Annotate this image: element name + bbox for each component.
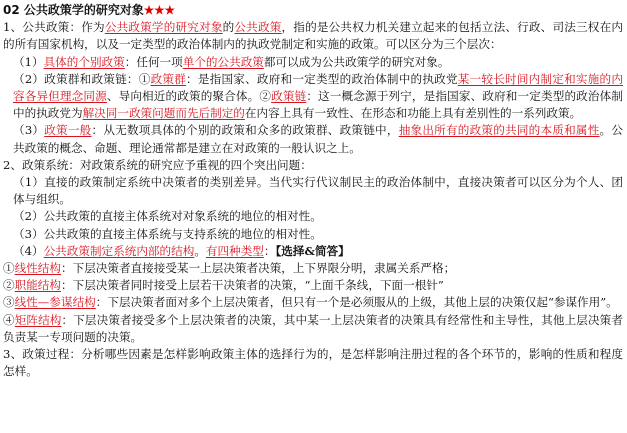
policy-system-item-1: （1）直接的政策制定系统中决策者的类别差异。当代实行代议制民主的政治体制中，直接决策者可以区分为个人、团体与组织。 <box>13 175 623 207</box>
text-run: ：下层决策者面对多个上层决策者，但只有一个是必须服从的上级，其他上层的决策仅起“参谋作用”。 <box>95 295 618 310</box>
document-body <box>3 2 623 380</box>
text-run: 、导向相近的政策的聚合体。② <box>106 89 272 104</box>
text-run: ：是指国家、政府和一定类型的政治体制中的执政党 <box>186 71 458 86</box>
importance-stars: ★★★ <box>143 3 176 17</box>
page-title: 02 公共政策学的研究对象 <box>3 3 144 17</box>
text-run: ：这一概念源于列宁，是指国家、政府和一定类型的政治体制中的执政党为 <box>13 89 623 121</box>
highlight-term: 公共政策学的研究对象 <box>104 20 223 35</box>
highlight-term: 具体的个别政策 <box>43 54 125 69</box>
policy-system-item-4 <box>3 243 623 260</box>
policy-system-item-2: （2）公共政策的直接主体系统对对象系统的地位的相对性。 <box>13 209 322 224</box>
structure-matrix <box>3 312 623 346</box>
section-title <box>3 2 623 19</box>
text-run: （1） <box>13 54 44 69</box>
level-2-item <box>3 71 623 123</box>
text-run: 都可以成为公共政策学的研究对象。 <box>263 54 450 69</box>
text-run: 1、公共政策：作为 <box>3 20 105 35</box>
highlight-term: 政策链 <box>271 89 307 104</box>
text-run: ③ <box>3 295 15 310</box>
highlight-term: 政策一般 <box>44 123 92 138</box>
policy-process-paragraph: 3、政策过程：分析哪些因素是怎样影响政策主体的选择行为的，是怎样影响注册过程的各个环节的，影响的性质和程度怎样。 <box>3 347 623 379</box>
text-run: 。公共政策的概念、命题、理论通常都是建立在对政策的一般认识之上。 <box>13 123 623 155</box>
structure-line-staff <box>3 294 623 311</box>
highlight-term: 公共政策 <box>234 20 282 35</box>
text-run: ：任何一项 <box>124 54 183 69</box>
text-run: ： <box>263 243 276 258</box>
level-1-item <box>3 54 623 71</box>
highlight-term: 单个的公共政策 <box>182 54 264 69</box>
text-run: 在内容上具有一致性、在形态和功能上具有差别性的一系列政策。 <box>244 106 582 121</box>
text-run: ：下层决策者直接接受某一上层决策者决策，上下界限分明，隶属关系严格； <box>61 261 456 276</box>
text-run: ，指的是公共权力机关建立起来的包括立法、行政、司法三权在内的所有国家机构，以及一定类型的政治体制内的执政党制定和实施的政策。可以区分为三个层次： <box>3 20 623 52</box>
exam-tag: 【选择&简答】 <box>275 243 350 258</box>
highlight-term: 线性—参谋结构 <box>14 295 96 310</box>
level-3-item <box>3 122 623 156</box>
text-run: 的 <box>222 20 235 35</box>
text-run: （4） <box>13 243 44 258</box>
text-run: （2）政策群和政策链：① <box>13 71 151 86</box>
highlight-term: 抽象出所有的政策的共同的本质和属性 <box>398 123 600 138</box>
public-policy-definition <box>3 19 623 53</box>
highlight-term: 解决同一政策问题而先后制定的 <box>82 106 245 121</box>
text-run: ：下层决策者同时接受上层若干决策者的决策，“上面千条线，下面一根针” <box>61 278 444 293</box>
highlight-term: 有四种类型 <box>205 243 264 258</box>
highlight-term: 矩阵结构 <box>14 312 62 327</box>
text-run: ：下层决策者接受多个上层决策者的决策，其中某一上层决策者的决策具有经常性和主导性，其他上层决策者负责某一专项问题的决策。 <box>3 312 623 344</box>
highlight-term: 某一较长时间内制定和实施的内容各异但理念同源 <box>13 71 623 104</box>
policy-system-heading: 2、政策系统：对政策系统的研究应予重视的四个突出问题： <box>3 157 312 172</box>
highlight-term: 职能结构 <box>14 278 61 293</box>
text-run: ：从无数项具体的个别的政策和众多的政策群、政策链中， <box>91 123 399 138</box>
structure-functional <box>3 277 623 294</box>
highlight-term: 政策群 <box>150 71 187 86</box>
text-run: （3） <box>13 123 45 138</box>
text-run: ① <box>3 261 15 276</box>
structure-linear <box>3 260 623 277</box>
highlight-term: 公共政策制定系统内部的结构 <box>43 243 195 258</box>
policy-system-item-3: （3）公共政策的直接主体系统与支持系统的地位的相对性。 <box>13 226 322 241</box>
text-run: ④ <box>3 312 15 327</box>
text-run: ② <box>3 278 15 293</box>
highlight-term: 线性结构 <box>14 261 61 276</box>
text-run: 。 <box>194 243 206 258</box>
